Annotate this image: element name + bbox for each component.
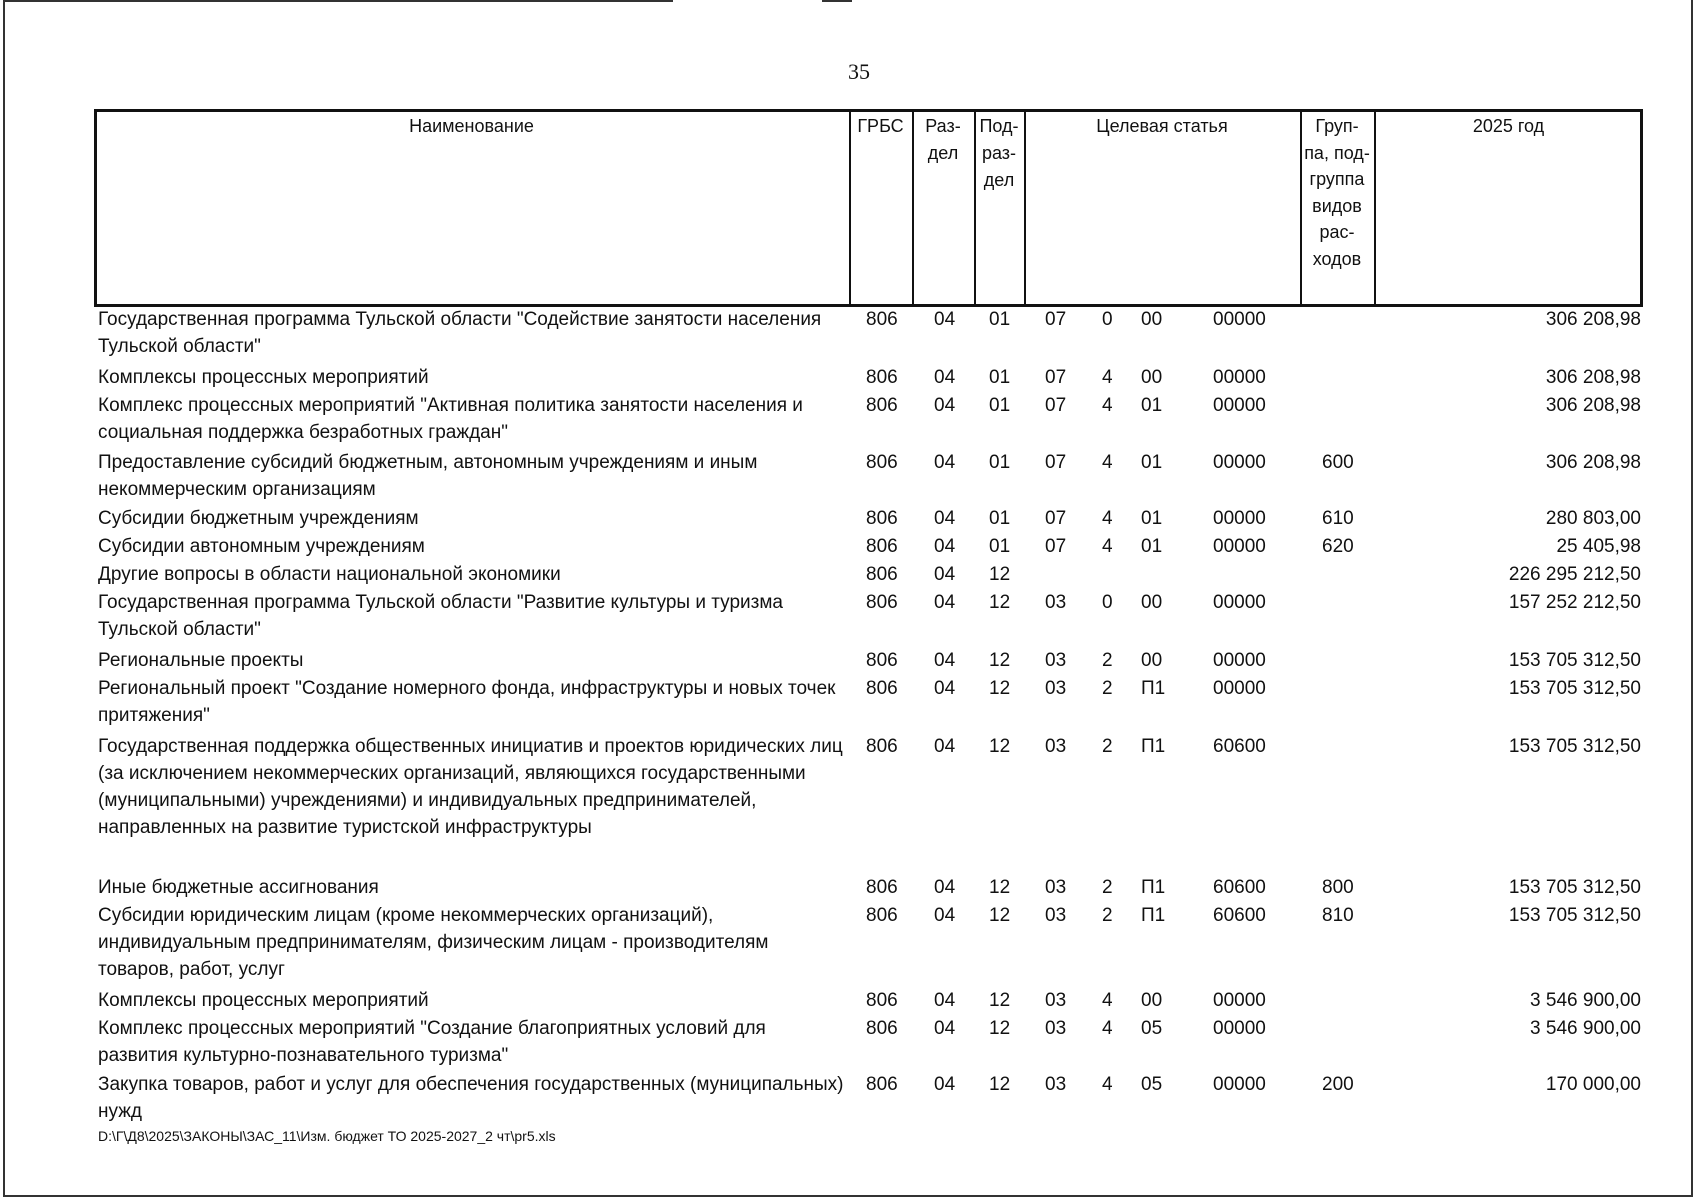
row-razdel: 04	[934, 592, 956, 613]
row-name: Региональный проект "Создание номерного фонда, инфраструктуры и новых точек притяжения"	[98, 678, 836, 726]
row-target-program: 07	[1045, 536, 1067, 557]
row-target-structural: П1	[1141, 678, 1166, 699]
row-amount-2025: 3 546 900,00	[1530, 1018, 1641, 1039]
row-name: Комплекс процессных мероприятий "Активная политика занятости населения и социальная поддержка безработных граждан"	[98, 395, 803, 443]
row-target-direction: 00000	[1213, 1074, 1266, 1095]
row-podrazdel: 01	[989, 536, 1011, 557]
row-target-program: 03	[1045, 650, 1067, 671]
row-target-structural: 01	[1141, 536, 1163, 557]
row-target-direction: 00000	[1213, 650, 1266, 671]
row-name: Субсидии юридическим лицам (кроме некоммерческих организаций), индивидуальным предпринимателям, физическим лицам - производителям товаров, работ, услуг	[98, 905, 769, 980]
row-name: Государственная поддержка общественных инициатив и проектов юридических лиц (за исключением некоммерческих организаций, являющихся государственными (муниципальными) учреждениями) и индивидуальных предпринимателей, направленных на развитие туристской инфраструктуры	[98, 736, 843, 838]
row-razdel: 04	[934, 990, 956, 1011]
row-expense-group: 620	[1322, 536, 1354, 557]
row-target-direction: 00000	[1213, 508, 1266, 529]
row-podrazdel: 12	[989, 990, 1011, 1011]
col-header-year: 2025 год	[1472, 116, 1545, 136]
col-header-vr: Груп- па, под- группа видов рас- ходов	[1304, 116, 1370, 269]
row-podrazdel: 12	[989, 1074, 1011, 1095]
row-amount-2025: 170 000,00	[1545, 1074, 1641, 1095]
row-podrazdel: 12	[989, 877, 1011, 898]
row-target-program: 07	[1045, 452, 1067, 473]
row-grbs: 806	[866, 877, 898, 898]
row-target-direction: 00000	[1213, 367, 1266, 388]
row-amount-2025: 3 546 900,00	[1530, 990, 1641, 1011]
row-grbs: 806	[866, 309, 898, 330]
row-podrazdel: 12	[989, 678, 1011, 699]
row-name: Закупка товаров, работ и услуг для обеспечения государственных (муниципальных) нужд	[98, 1074, 844, 1122]
row-amount-2025: 306 208,98	[1545, 452, 1641, 473]
row-name: Государственная программа Тульской области "Развитие культуры и туризма Тульской области"	[98, 592, 783, 640]
row-amount-2025: 153 705 312,50	[1508, 678, 1641, 699]
col-header-target: Целевая статья	[1096, 116, 1228, 136]
row-podrazdel: 01	[989, 508, 1011, 529]
row-target-type: 4	[1102, 395, 1113, 416]
row-name: Субсидии автономным учреждениям	[98, 536, 425, 557]
row-target-program: 07	[1045, 309, 1067, 330]
row-grbs: 806	[866, 990, 898, 1011]
row-target-direction: 60600	[1213, 736, 1266, 757]
row-target-type: 2	[1102, 650, 1113, 671]
top-border-line	[3, 0, 673, 2]
row-target-type: 4	[1102, 1074, 1113, 1095]
row-razdel: 04	[934, 452, 956, 473]
row-amount-2025: 153 705 312,50	[1508, 736, 1641, 757]
row-podrazdel: 12	[989, 905, 1011, 926]
row-name: Другие вопросы в области национальной экономики	[98, 564, 561, 585]
row-expense-group: 200	[1322, 1074, 1354, 1095]
row-target-type: 4	[1102, 1018, 1113, 1039]
row-podrazdel: 01	[989, 395, 1011, 416]
row-target-program: 03	[1045, 877, 1067, 898]
row-amount-2025: 306 208,98	[1545, 395, 1641, 416]
row-amount-2025: 280 803,00	[1545, 508, 1641, 529]
row-target-type: 4	[1102, 452, 1113, 473]
row-target-direction: 00000	[1213, 395, 1266, 416]
row-name: Государственная программа Тульской области "Содействие занятости населения Тульской области"	[98, 309, 822, 357]
row-target-program: 03	[1045, 736, 1067, 757]
row-expense-group: 800	[1322, 877, 1354, 898]
row-podrazdel: 12	[989, 736, 1011, 757]
row-target-direction: 00000	[1213, 452, 1266, 473]
row-amount-2025: 153 705 312,50	[1508, 877, 1641, 898]
row-razdel: 04	[934, 395, 956, 416]
row-target-structural: 00	[1141, 650, 1163, 671]
row-target-structural: 01	[1141, 395, 1163, 416]
row-podrazdel: 01	[989, 309, 1011, 330]
row-razdel: 04	[934, 367, 956, 388]
row-podrazdel: 12	[989, 592, 1011, 613]
row-target-structural: П1	[1141, 736, 1166, 757]
row-target-type: 2	[1102, 736, 1113, 757]
row-podrazdel: 12	[989, 1018, 1011, 1039]
row-grbs: 806	[866, 508, 898, 529]
row-grbs: 806	[866, 678, 898, 699]
row-target-type: 4	[1102, 990, 1113, 1011]
row-grbs: 806	[866, 564, 898, 585]
row-razdel: 04	[934, 536, 956, 557]
row-podrazdel: 01	[989, 452, 1011, 473]
col-header-grbs: ГРБС	[857, 116, 904, 136]
row-amount-2025: 306 208,98	[1545, 367, 1641, 388]
row-target-structural: 01	[1141, 508, 1163, 529]
row-target-type: 4	[1102, 508, 1113, 529]
row-target-structural: 00	[1141, 990, 1163, 1011]
row-target-structural: 01	[1141, 452, 1163, 473]
row-grbs: 806	[866, 1018, 898, 1039]
row-target-type: 4	[1102, 536, 1113, 557]
row-target-structural: 00	[1141, 592, 1163, 613]
row-grbs: 806	[866, 536, 898, 557]
row-expense-group: 810	[1322, 905, 1354, 926]
col-header-razdel: Раз- дел	[925, 116, 961, 163]
row-name: Комплекс процессных мероприятий "Создание благоприятных условий для развития культурно-познавательного туризма"	[98, 1018, 766, 1066]
row-amount-2025: 153 705 312,50	[1508, 905, 1641, 926]
row-target-direction: 60600	[1213, 877, 1266, 898]
row-target-structural: 05	[1141, 1074, 1163, 1095]
row-amount-2025: 306 208,98	[1545, 309, 1641, 330]
row-target-program: 07	[1045, 367, 1067, 388]
row-razdel: 04	[934, 736, 956, 757]
row-target-type: 2	[1102, 678, 1113, 699]
row-target-structural: 00	[1141, 367, 1163, 388]
row-grbs: 806	[866, 452, 898, 473]
row-target-type: 2	[1102, 905, 1113, 926]
row-target-structural: П1	[1141, 905, 1166, 926]
row-name: Региональные проекты	[98, 650, 304, 671]
row-amount-2025: 157 252 212,50	[1508, 592, 1641, 613]
row-expense-group: 610	[1322, 508, 1354, 529]
row-name: Субсидии бюджетным учреждениям	[98, 508, 419, 529]
file-path: D:\Г\Д8\2025\ЗАКОНЫ\ЗАС_11\Изм. бюджет ТО 2025-2027_2 чт\pr5.xls	[98, 1128, 556, 1144]
row-name: Иные бюджетные ассигнования	[98, 877, 379, 898]
row-razdel: 04	[934, 1074, 956, 1095]
row-target-type: 0	[1102, 309, 1113, 330]
row-target-structural: 05	[1141, 1018, 1163, 1039]
row-razdel: 04	[934, 309, 956, 330]
row-podrazdel: 12	[989, 650, 1011, 671]
row-razdel: 04	[934, 905, 956, 926]
row-target-direction: 00000	[1213, 309, 1266, 330]
row-target-structural: П1	[1141, 877, 1166, 898]
row-grbs: 806	[866, 736, 898, 757]
row-grbs: 806	[866, 650, 898, 671]
row-target-program: 03	[1045, 592, 1067, 613]
row-amount-2025: 25 405,98	[1556, 536, 1641, 557]
row-grbs: 806	[866, 395, 898, 416]
row-amount-2025: 226 295 212,50	[1508, 564, 1641, 585]
row-target-structural: 00	[1141, 309, 1163, 330]
top-border-dash	[822, 0, 852, 2]
row-name: Комплексы процессных мероприятий	[98, 990, 429, 1011]
row-target-direction: 00000	[1213, 592, 1266, 613]
row-target-direction: 00000	[1213, 536, 1266, 557]
row-name: Предоставление субсидий бюджетным, автономным учреждениям и иным некоммерческим организациям	[98, 452, 758, 500]
row-grbs: 806	[866, 905, 898, 926]
col-header-name: Наименование	[409, 116, 534, 136]
col-header-podrazdel: Под- раз- дел	[979, 116, 1019, 190]
row-podrazdel: 12	[989, 564, 1011, 585]
row-target-direction: 60600	[1213, 905, 1266, 926]
row-razdel: 04	[934, 1018, 956, 1039]
row-name: Комплексы процессных мероприятий	[98, 367, 429, 388]
row-target-program: 03	[1045, 678, 1067, 699]
row-target-program: 03	[1045, 1074, 1067, 1095]
row-podrazdel: 01	[989, 367, 1011, 388]
row-target-program: 07	[1045, 395, 1067, 416]
row-razdel: 04	[934, 650, 956, 671]
row-target-direction: 00000	[1213, 990, 1266, 1011]
row-razdel: 04	[934, 508, 956, 529]
row-target-program: 03	[1045, 905, 1067, 926]
row-target-direction: 00000	[1213, 678, 1266, 699]
row-razdel: 04	[934, 678, 956, 699]
row-grbs: 806	[866, 592, 898, 613]
row-razdel: 04	[934, 877, 956, 898]
row-target-type: 2	[1102, 877, 1113, 898]
row-grbs: 806	[866, 1074, 898, 1095]
row-target-type: 4	[1102, 367, 1113, 388]
row-razdel: 04	[934, 564, 956, 585]
page-number: 35	[848, 59, 870, 84]
row-target-direction: 00000	[1213, 1018, 1266, 1039]
row-expense-group: 600	[1322, 452, 1354, 473]
row-target-program: 03	[1045, 1018, 1067, 1039]
row-target-program: 03	[1045, 990, 1067, 1011]
row-target-program: 07	[1045, 508, 1067, 529]
row-grbs: 806	[866, 367, 898, 388]
row-target-type: 0	[1102, 592, 1113, 613]
row-amount-2025: 153 705 312,50	[1508, 650, 1641, 671]
